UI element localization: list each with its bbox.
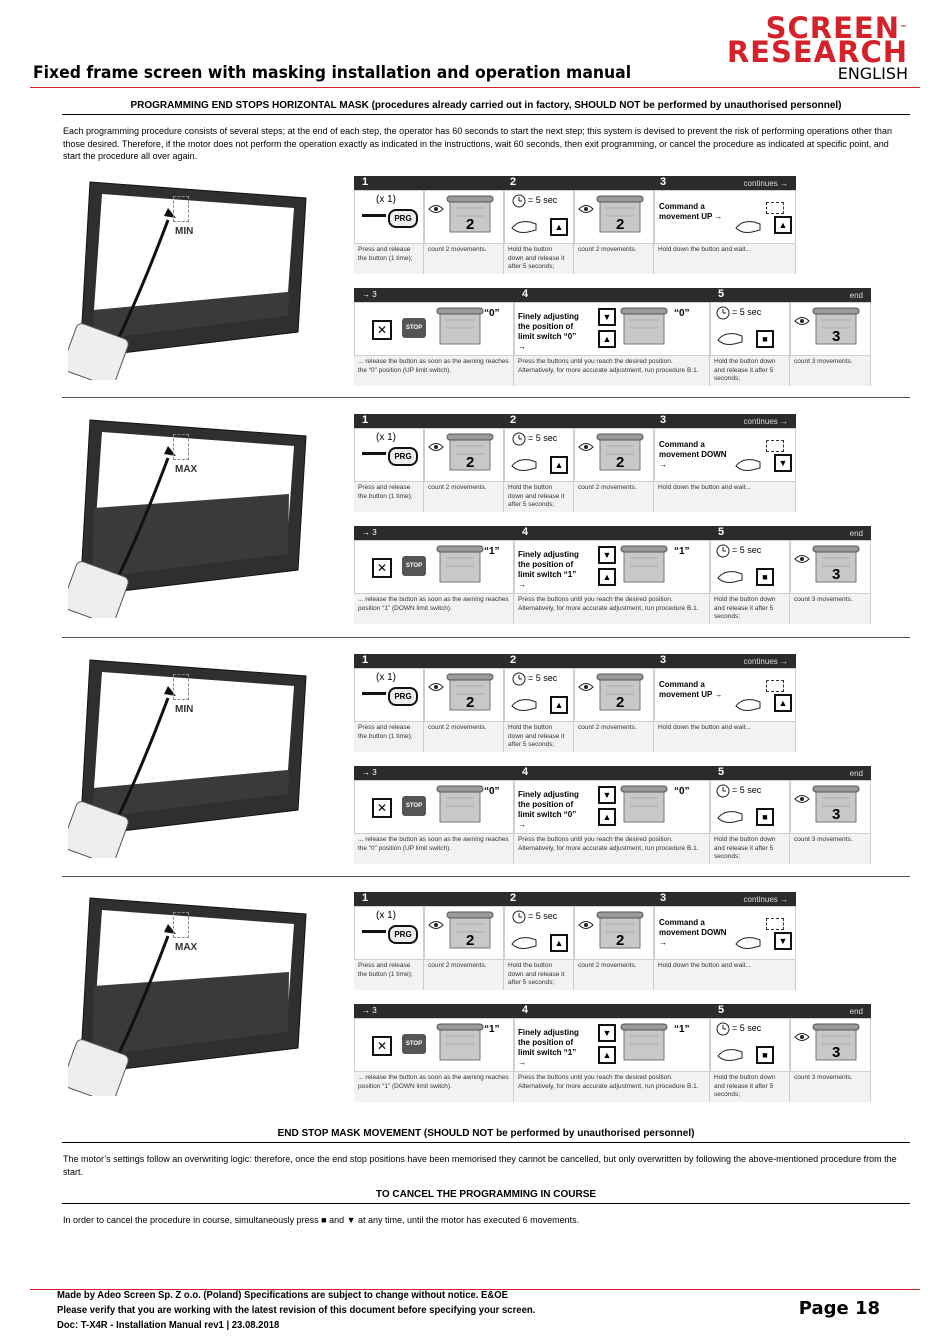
header-rule — [30, 87, 920, 88]
cancelled-button-icon: ✕ — [372, 320, 392, 340]
section-heading-end-stops: PROGRAMMING END STOPS HORIZONTAL MASK (procedures already carried out in factory, SHOULD NOT be performed by unauthorised personnel) — [130, 100, 842, 111]
step-header-row1 — [354, 654, 796, 668]
step-caption: Press and release the button (1 time); — [354, 482, 424, 512]
step-caption: count 3 movements. — [790, 834, 871, 864]
roller-icon — [444, 432, 506, 481]
prg-button: PRG — [388, 447, 418, 466]
movement-count: 2 — [466, 454, 475, 471]
step-number-4: 4 — [522, 288, 529, 300]
step-caption: count 2 movements. — [424, 482, 504, 512]
step-caption: Hold the button down and release it after 5 seconds; — [504, 482, 574, 512]
prg-button: PRG — [388, 925, 418, 944]
step-caption: ... release the button as soon as the awning reaches position “1” (DOWN limit switch). — [354, 594, 514, 624]
movement-count: 2 — [616, 454, 625, 471]
button-down-icon: ▼ — [598, 308, 616, 326]
end-label: end — [849, 529, 863, 538]
step-number-2: 2 — [510, 654, 517, 666]
step-caption: Hold down the button and wait... — [654, 960, 796, 990]
eye-icon — [578, 440, 594, 458]
step-caption: Hold down the button and wait... — [654, 482, 796, 512]
step-number-2: 2 — [510, 414, 517, 426]
button-up-icon: ▲ — [598, 568, 616, 586]
hold-duration: = 5 sec — [528, 433, 558, 443]
movement-count: 2 — [616, 694, 625, 711]
button-up-icon: ▲ — [598, 330, 616, 348]
stop-sign-icon: STOP — [402, 318, 426, 338]
step-header-row2 — [354, 526, 871, 540]
stop-sign-icon: STOP — [402, 556, 426, 576]
eye-icon — [428, 680, 444, 698]
step-caption: Press the buttons until you reach the desired position. Alternatively, for more accurate adjustment, run procedure B.1. — [514, 356, 710, 386]
movement-count: 2 — [466, 932, 475, 949]
hand-icon — [510, 214, 550, 243]
step-caption: count 2 movements. — [574, 244, 654, 274]
limit-position: “0” — [484, 786, 500, 797]
button-up-icon: ▲ — [550, 218, 568, 236]
button-stop-icon: ■ — [756, 330, 774, 348]
movement-count: 3 — [832, 806, 841, 823]
clock-icon — [716, 784, 730, 803]
button-up-icon: ▲ — [598, 1046, 616, 1064]
step-number-4: 4 — [522, 766, 529, 778]
clock-icon — [716, 1022, 730, 1041]
direction-arrow-outline — [173, 674, 189, 700]
step-caption: Hold down the button and wait... — [654, 244, 796, 274]
clock-icon — [512, 194, 526, 213]
movement-count: 2 — [466, 216, 475, 233]
hand-icon — [510, 930, 550, 959]
hand-icon — [734, 452, 774, 481]
step-caption: Hold the button down and release it after 5 seconds; — [710, 594, 790, 624]
hold-duration: = 5 sec — [528, 911, 558, 921]
step-caption: count 2 movements. — [424, 722, 504, 752]
document-title: Fixed frame screen with masking installation and operation manual — [33, 63, 632, 83]
step-caption: count 2 movements. — [424, 960, 504, 990]
eye-icon — [578, 680, 594, 698]
stop-sign-icon: STOP — [402, 1034, 426, 1054]
press-indicator — [766, 202, 784, 214]
roller-icon — [618, 784, 680, 833]
step-number-4: 4 — [522, 1004, 529, 1016]
step-caption: ... release the button as soon as the awning reaches the “0” position (UP limit switch). — [354, 356, 514, 386]
button-direction-icon: ▼ — [774, 454, 792, 472]
end-label: end — [849, 1007, 863, 1016]
step-caption: Hold the button down and release it after 5 seconds; — [504, 722, 574, 752]
step-number-5: 5 — [718, 766, 725, 778]
hold-duration: = 5 sec — [732, 307, 762, 317]
cancelled-button-icon: ✕ — [372, 798, 392, 818]
step-number-1: 1 — [362, 892, 369, 904]
button-up-icon: ▲ — [550, 696, 568, 714]
movement-count: 2 — [466, 694, 475, 711]
step-number-5: 5 — [718, 288, 725, 300]
roller-icon — [594, 672, 656, 721]
limit-position: “1” — [674, 546, 690, 557]
step-caption: Press and release the button (1 time); — [354, 244, 424, 274]
step-header-row2 — [354, 766, 871, 780]
step-caption: Hold the button down and release it after 5 seconds; — [710, 356, 790, 386]
button-direction-icon: ▲ — [774, 694, 792, 712]
heading-underline — [62, 114, 910, 115]
step-header-row1 — [354, 414, 796, 428]
continues-label: continues → — [743, 179, 788, 188]
screen-label: MAX — [175, 464, 198, 475]
screen-label: MIN — [175, 704, 194, 715]
cancel-paragraph: In order to cancel the procedure in course, simultaneously press ■ and ▼ at any time, until the motor has executed 6 movements. — [63, 1215, 580, 1225]
roller-icon — [594, 910, 656, 959]
brand-logo — [726, 11, 908, 69]
step-caption: Press the buttons until you reach the desired position. Alternatively, for more accurate adjustment, run procedure B.1. — [514, 834, 710, 864]
block-separator — [62, 637, 910, 638]
button-stop-icon: ■ — [756, 808, 774, 826]
continues-label: continues → — [743, 417, 788, 426]
step-number-2: 2 — [510, 892, 517, 904]
push-arrow — [362, 692, 386, 695]
step-caption: count 2 movements. — [424, 244, 504, 274]
footer-line-1: Made by Adeo Screen Sp. Z o.o. (Poland) Specifications are subject to change without notice. E&OE — [57, 1290, 508, 1301]
step-caption: count 3 movements. — [790, 1072, 871, 1102]
hand-icon — [510, 452, 550, 481]
step-caption: count 2 movements. — [574, 960, 654, 990]
push-arrow — [362, 452, 386, 455]
eye-icon — [428, 440, 444, 458]
end-label: end — [849, 291, 863, 300]
push-arrow — [362, 930, 386, 933]
hand-icon — [716, 1042, 756, 1071]
eye-icon — [578, 918, 594, 936]
eye-icon — [794, 1030, 810, 1048]
section-heading-mask-movement: END STOP MASK MOVEMENT (SHOULD NOT be performed by unauthorised personnel) — [277, 1128, 695, 1139]
back-to-step: → 3 — [362, 768, 377, 777]
fine-adjust-instruction: Finely adjusting the position of limit switch “0” → — [518, 790, 579, 829]
movement-count: 3 — [832, 1044, 841, 1061]
hold-duration: = 5 sec — [732, 545, 762, 555]
step-header-row2 — [354, 1004, 871, 1018]
command-movement: Command a movement DOWN → — [659, 918, 727, 947]
roller-icon — [810, 306, 872, 355]
heading-underline — [62, 1203, 910, 1204]
press-count: (x 1) — [376, 672, 396, 683]
button-direction-icon: ▲ — [774, 216, 792, 234]
fine-adjust-instruction: Finely adjusting the position of limit switch “1” → — [518, 1028, 579, 1067]
step-number-5: 5 — [718, 1004, 725, 1016]
hand-icon — [734, 692, 774, 721]
step-header-row1 — [354, 176, 796, 190]
eye-icon — [578, 202, 594, 220]
button-up-icon: ▲ — [598, 808, 616, 826]
screen-label: MIN — [175, 226, 194, 237]
press-count: (x 1) — [376, 432, 396, 443]
push-arrow — [362, 214, 386, 217]
limit-position: “0” — [674, 308, 690, 319]
footer-line-2: Please verify that you are working with the latest revision of this document before specifying your screen. — [57, 1305, 536, 1316]
direction-arrow-outline — [173, 434, 189, 460]
button-down-icon: ▼ — [598, 546, 616, 564]
step-number-3: 3 — [660, 176, 667, 188]
block-separator — [62, 876, 910, 877]
overwrite-paragraph: The motor’s settings follow an overwriting logic: therefore, once the end stop positions have been memorised they cannot be cancelled, but only overwritten by following the above-mentioned procedure from the start. — [63, 1154, 897, 1177]
prg-button: PRG — [388, 209, 418, 228]
step-caption: Hold down the button and wait... — [654, 722, 796, 752]
step-caption: Hold the button down and release it after 5 seconds; — [504, 244, 574, 274]
movement-count: 3 — [832, 328, 841, 345]
clock-icon — [512, 672, 526, 691]
command-movement: Command a movement UP → — [659, 680, 723, 699]
roller-icon — [594, 194, 656, 243]
press-count: (x 1) — [376, 910, 396, 921]
step-caption: count 2 movements. — [574, 482, 654, 512]
hold-duration: = 5 sec — [732, 1023, 762, 1033]
continues-label: continues → — [743, 895, 788, 904]
step-number-5: 5 — [718, 526, 725, 538]
step-caption: Press the buttons until you reach the desired position. Alternatively, for more accurate adjustment, run procedure B.1. — [514, 594, 710, 624]
eye-icon — [794, 552, 810, 570]
button-up-icon: ▲ — [550, 934, 568, 952]
section-heading-cancel: TO CANCEL THE PROGRAMMING IN COURSE — [375, 1189, 597, 1200]
roller-icon — [810, 1022, 872, 1071]
cancelled-button-icon: ✕ — [372, 1036, 392, 1056]
button-down-icon: ▼ — [598, 1024, 616, 1042]
block-separator — [62, 397, 910, 398]
footer-line-3: Doc: T-X4R - Installation Manual rev1 | 23.08.2018 — [57, 1320, 280, 1331]
step-caption: Press and release the button (1 time); — [354, 960, 424, 990]
step-number-3: 3 — [660, 414, 667, 426]
roller-icon — [810, 784, 872, 833]
step-caption: Press the buttons until you reach the desired position. Alternatively, for more accurate adjustment, run procedure B.1. — [514, 1072, 710, 1102]
command-movement: Command a movement DOWN → — [659, 440, 727, 469]
limit-position: “1” — [674, 1024, 690, 1035]
step-number-1: 1 — [362, 414, 369, 426]
back-to-step: → 3 — [362, 290, 377, 299]
hand-icon — [716, 326, 756, 355]
command-movement: Command a movement UP → — [659, 202, 723, 221]
eye-icon — [794, 792, 810, 810]
roller-icon — [618, 1022, 680, 1071]
button-stop-icon: ■ — [756, 568, 774, 586]
eye-icon — [794, 314, 810, 332]
roller-icon — [444, 194, 506, 243]
hand-icon — [734, 214, 774, 243]
step-caption: ... release the button as soon as the awning reaches the “0” position (UP limit switch). — [354, 834, 514, 864]
hold-duration: = 5 sec — [528, 673, 558, 683]
roller-icon — [594, 432, 656, 481]
fine-adjust-instruction: Finely adjusting the position of limit switch “1” → — [518, 550, 579, 589]
step-number-3: 3 — [660, 654, 667, 666]
roller-icon — [444, 910, 506, 959]
limit-position: “0” — [484, 308, 500, 319]
step-number-4: 4 — [522, 526, 529, 538]
limit-position: “0” — [674, 786, 690, 797]
press-indicator — [766, 918, 784, 930]
direction-arrow-outline — [173, 912, 189, 938]
limit-position: “1” — [484, 546, 500, 557]
hand-icon — [716, 804, 756, 833]
direction-arrow-outline — [173, 196, 189, 222]
step-caption: Hold the button down and release it after 5 seconds; — [710, 834, 790, 864]
step-number-2: 2 — [510, 176, 517, 188]
roller-icon — [444, 672, 506, 721]
step-caption: Hold the button down and release it after 5 seconds; — [710, 1072, 790, 1102]
button-down-icon: ▼ — [598, 786, 616, 804]
continues-label: continues → — [743, 657, 788, 666]
hold-duration: = 5 sec — [732, 785, 762, 795]
clock-icon — [716, 306, 730, 325]
step-number-1: 1 — [362, 654, 369, 666]
movement-count: 2 — [616, 932, 625, 949]
stop-sign-icon: STOP — [402, 796, 426, 816]
step-caption: count 3 movements. — [790, 594, 871, 624]
step-header-row2 — [354, 288, 871, 302]
logo-trademark: ™ — [900, 24, 908, 32]
step-header-row1 — [354, 892, 796, 906]
screen-label: MAX — [175, 942, 198, 953]
movement-count: 3 — [832, 566, 841, 583]
hand-icon — [716, 564, 756, 593]
step-caption: count 2 movements. — [574, 722, 654, 752]
button-up-icon: ▲ — [550, 456, 568, 474]
heading-underline — [62, 1142, 910, 1143]
movement-count: 2 — [616, 216, 625, 233]
back-to-step: → 3 — [362, 1006, 377, 1015]
press-count: (x 1) — [376, 194, 396, 205]
limit-position: “1” — [484, 1024, 500, 1035]
logo-line2: RESEARCH — [726, 35, 908, 69]
prg-button: PRG — [388, 687, 418, 706]
roller-icon — [618, 306, 680, 355]
button-direction-icon: ▼ — [774, 932, 792, 950]
step-caption: Press and release the button (1 time); — [354, 722, 424, 752]
step-caption: count 3 movements. — [790, 356, 871, 386]
hand-icon — [510, 692, 550, 721]
intro-paragraph: Each programming procedure consists of several steps; at the end of each step, the operator has 60 seconds to start the next step; this system is devised to prevent the risk of performing operations other than those desired. Therefore, if the motor does not perform the operation exactly as indicated in the instructions, wait 60 seconds, then exit programming, or cancel the procedure as indicated at specific point, and start the procedure all over again. — [63, 126, 892, 161]
step-number-3: 3 — [660, 892, 667, 904]
page-number: Page 18 — [798, 1298, 880, 1319]
clock-icon — [716, 544, 730, 563]
roller-icon — [618, 544, 680, 593]
eye-icon — [428, 202, 444, 220]
step-number-1: 1 — [362, 176, 369, 188]
press-indicator — [766, 440, 784, 452]
hold-duration: = 5 sec — [528, 195, 558, 205]
button-stop-icon: ■ — [756, 1046, 774, 1064]
logo-line1: SCREEN — [765, 11, 900, 45]
hand-icon — [734, 930, 774, 959]
step-caption: Hold the button down and release it after 5 seconds; — [504, 960, 574, 990]
roller-icon — [810, 544, 872, 593]
cancelled-button-icon: ✕ — [372, 558, 392, 578]
end-label: end — [849, 769, 863, 778]
fine-adjust-instruction: Finely adjusting the position of limit switch “0” → — [518, 312, 579, 351]
clock-icon — [512, 910, 526, 929]
eye-icon — [428, 918, 444, 936]
step-caption: ... release the button as soon as the awning reaches position “1” (DOWN limit switch). — [354, 1072, 514, 1102]
press-indicator — [766, 680, 784, 692]
clock-icon — [512, 432, 526, 451]
language-label: ENGLISH — [837, 64, 908, 83]
back-to-step: → 3 — [362, 528, 377, 537]
